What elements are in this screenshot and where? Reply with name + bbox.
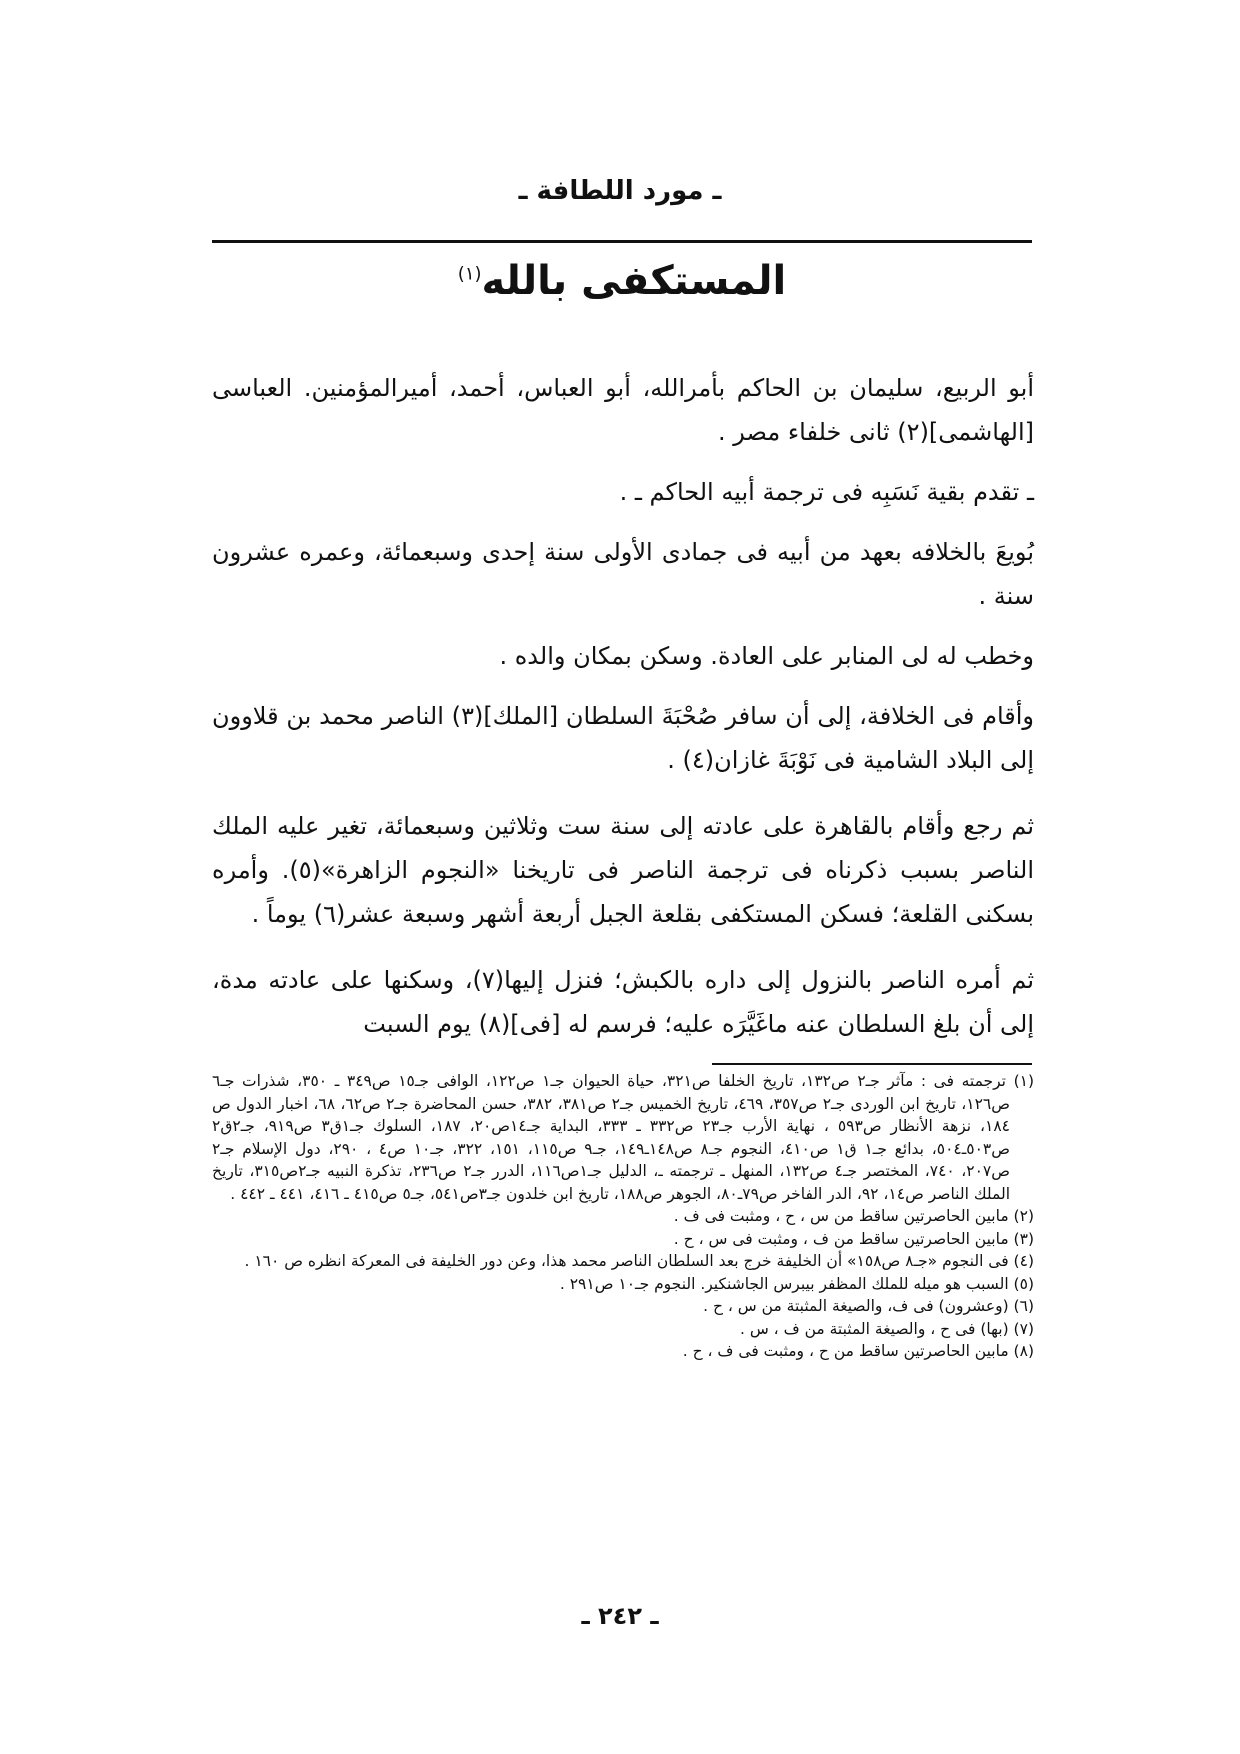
header-rule	[212, 240, 1032, 243]
paragraph: ثم رجع وأقام بالقاهرة على عادته إلى سنة ست وثلاثين وسبعمائة، تغير عليه الملك الناصر بسبب ذكرناه فى ترجمة الناصر فى تاريخنا «النجوم الزاهرة»(٥). وأمره بسكنى القلعة؛ فسكن المستكفى بقلعة الجبل أربعة أشهر وسبعة عشر(٦) يوماً .	[212, 812, 1034, 928]
chapter-title-note-ref: (١)	[457, 263, 482, 285]
chapter-title-text: المستكفى بالله	[481, 258, 787, 304]
page-number: ـ ٢٤٢ ـ	[581, 1602, 659, 1630]
footnote: (٢) مابين الحاصرتين ساقط من س ، ح ، ومثبت فى ف .	[673, 1207, 1034, 1225]
paragraph: ـ تقدم بقية نَسَبِه فى ترجمة أبيه الحاكم ـ .	[619, 478, 1034, 506]
paragraph: وأقام فى الخلافة، إلى أن سافر صُحْبَةَ السلطان [الملك](٣) الناصر محمد بن قلاوون إلى البلاد الشامية فى نَوْبَةَ غازان(٤) .	[212, 702, 1035, 774]
footnote: (٤) فى النجوم «جـ٨ ص١٥٨» أن الخليفة خرج بعد السلطان الناصر محمد هذا، وعن دور الخليفة فى المعركة انظره ص ١٦٠ .	[244, 1252, 1034, 1270]
footnote: (٨) مابين الحاصرتين ساقط من ح ، ومثبت فى ف ، ح .	[682, 1342, 1034, 1360]
footnotes	[212, 1070, 1034, 1363]
paragraph: ثم أمره الناصر بالنزول إلى داره بالكبش؛ فنزل إليها(٧)، وسكنها على عادته مدة، إلى أن بلغ السلطان عنه ماغَيَّرَه عليه؛ فرسم له [فى](٨) يوم السبت	[212, 966, 1034, 1038]
chapter-title	[212, 258, 1032, 304]
footnote-rule	[712, 1063, 1032, 1065]
body-text	[212, 366, 1034, 1062]
paragraph: وخطب له لى المنابر على العادة. وسكن بمكان والده .	[499, 642, 1034, 670]
running-head: ـ مورد اللطافة ـ	[518, 176, 722, 206]
paragraph: بُويعَ بالخلافه بعهد من أبيه فى جمادى الأولى سنة إحدى وسبعمائة، وعمره عشرون سنة .	[212, 538, 1034, 610]
footnote: (٣) مابين الحاصرتين ساقط من ف ، ومثبت فى س ، ح .	[673, 1229, 1034, 1248]
footnote: (٥) السبب هو ميله للملك المظفر بيبرس الجاشنكير. النجوم جـ١٠ ص٢٩١ .	[559, 1274, 1034, 1293]
footnote: (٦) (وعشرون) فى ف، والصيغة المثبتة من س ، ح .	[703, 1297, 1034, 1315]
paragraph: أبو الربيع، سليمان بن الحاكم بأمرالله، أبو العباس، أحمد، أميرالمؤمنين. العباسى [الهاشمى](٢) ثانى خلفاء مصر .	[212, 374, 1034, 446]
footnote: (١) ترجمته فى : مآثر جـ٢ ص١٣٢، تاريخ الخلفا ص٣٢١، حياة الحيوان جـ١ ص١٢٢، الوافى جـ١٥ ص٣٤٩ ـ ٣٥٠، شذرات جـ٦ ص١٢٦، تاريخ ابن الوردى جـ٢ ص٣٥٧، ٤٦٩، تاريخ الخميس جـ٢ ص٣٨١، ٣٨٢، حسن المحاضرة جـ٢ ص٦٢، ٦٨، اخبار الدول ص ١٨٤، نزهة الأنظار ص٥٩٣ ، نهاية الأرب جـ٢٣ ص٣٣٢ ـ ٣٣٣، البداية جـ١٤ص٢٠، ١٨٧، السلوك جـ١ق٣ ص٩١٩، جـ٢ق٢ ص٥٠٣ـ٥٠٤، بدائع جـ١ ق١ ص٤١٠، النجوم جـ٨ ص١٤٨ـ١٤٩، جـ٩ ص١١٥، ١٥١، ٣٢٢، جـ١٠ ص٤ ، ٢٩٠، دول الإسلام جـ٢ ص٢٠٧، ٧٤٠، المختصر جـ٤ ص١٣٢، المنهل ـ ترجمته ـ، الدليل جـ١ص١١٦، الدرر جـ٢ ص٢٣٦، تذكرة النبيه جـ٢ص٣١٥، تاريخ الملك الناصر ص١٤، ٩٢، الدر الفاخر ص٧٩ـ٨٠، الجوهر ص١٨٨، تاريخ ابن خلدون جـ٣ص٥٤١، جـ٥ ص٤١٥ ـ ٤١٦، ٤٤١ ـ ٤٤٢ .	[212, 1072, 1035, 1203]
footnote: (٧) (بها) فى ح ، والصيغة المثبتة من ف ، س .	[739, 1319, 1034, 1338]
